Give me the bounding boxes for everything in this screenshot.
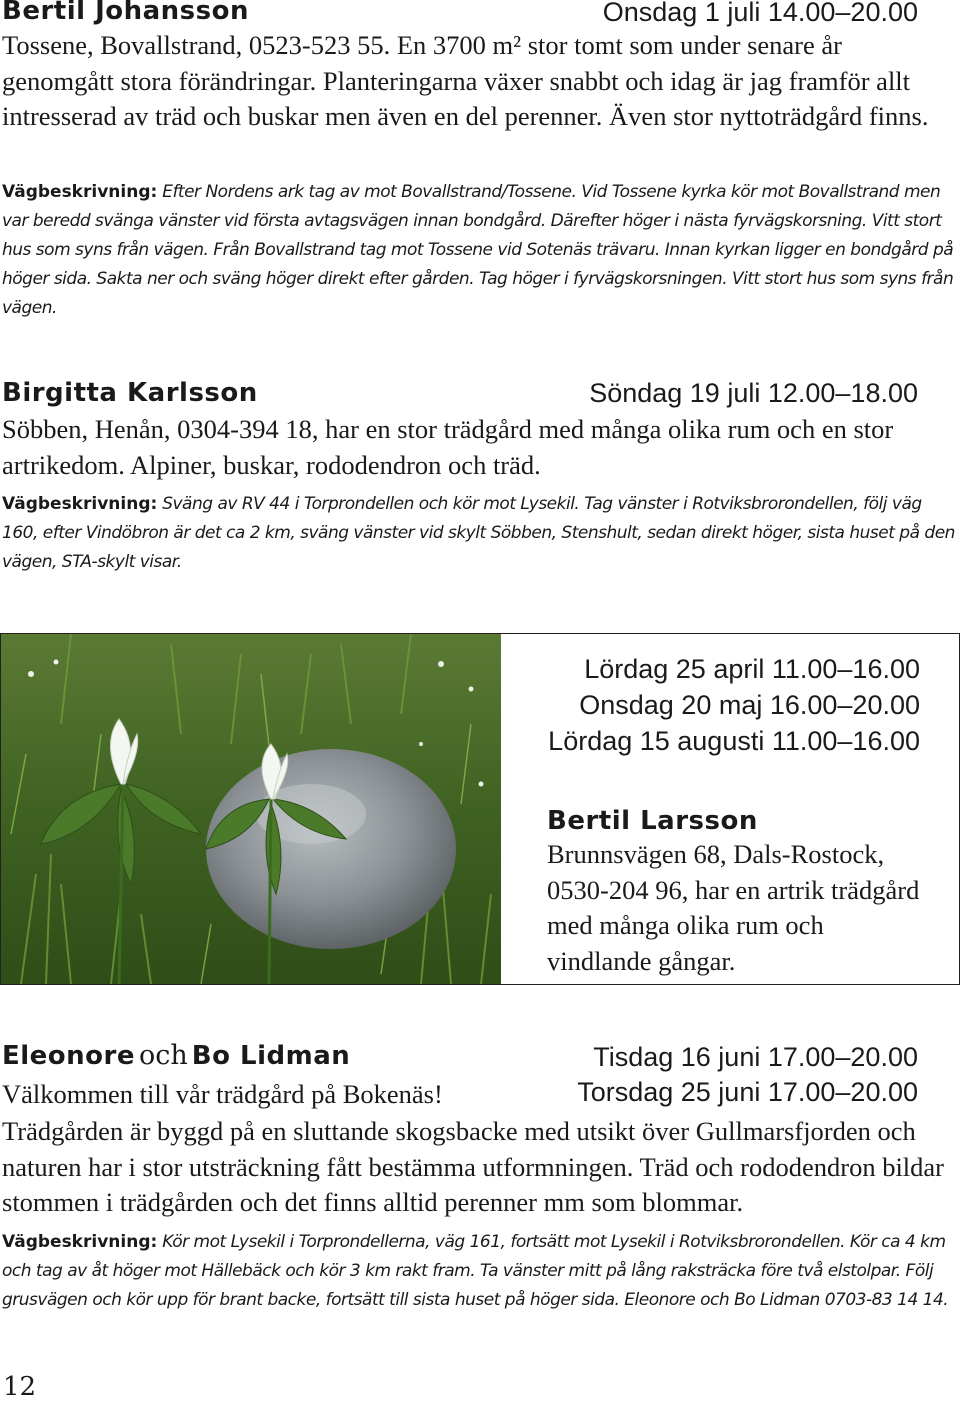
entry-date-birgitta-karlsson: Söndag 19 juli 12.00–18.00 — [589, 378, 918, 408]
feature-box — [0, 633, 960, 985]
directions-label: Vägbeskrivning: — [2, 1232, 158, 1252]
entry-date-bertil-johansson: Onsdag 1 juli 14.00–20.00 — [602, 0, 918, 27]
bertil-larsson-info — [547, 651, 927, 979]
entry-name-birgitta-karlsson: Birgitta Karlsson — [2, 378, 258, 408]
opening-dates — [547, 651, 920, 759]
directions-label: Vägbeskrivning: — [2, 182, 158, 202]
entry-name-bertil-johansson: Bertil Johansson — [2, 0, 250, 26]
name-eleonore: Eleonore — [2, 1041, 135, 1071]
directions-label: Vägbeskrivning: — [2, 494, 158, 514]
entry-description: Trädgården är byggd på en sluttande skogsbacke med utsikt över Gullmarsfjorden och naturen har i stor utsträckning fått bestämma utformningen. Träd och rododendron bildar stommen i trädgården och det finns alltid perenner mm som blommar. — [2, 1116, 945, 1217]
directions-text: Efter Nordens ark tag av mot Bovallstrand/Tossene. Vid Tossene kyrka kör mot Bovallstrand men var beredd svänga vänster vid första avtagsvägen innan bondgård. Därefter höger i nästa fyrvägskorsning. Vitt stort hus som syns från vägen. Från Bovallstrand tag mot Tossene vid Sotenäs trävaru. Innan kyrkan ligger en bondgård på höger sida. Sakta ner och sväng höger direkt efter gården. Tag höger i fyrvägskorsningen. Vitt stort hus som syns från vägen. — [2, 182, 954, 318]
directions-block — [2, 178, 957, 323]
opening-date: Lördag 15 augusti 11.00–16.00 — [548, 726, 920, 756]
page-number: 12 — [3, 1372, 37, 1402]
directions-block — [2, 1228, 957, 1315]
opening-date: Onsdag 20 maj 16.00–20.00 — [579, 690, 920, 720]
opening-date: Lördag 25 april 11.00–16.00 — [584, 654, 920, 684]
directions-text: Sväng av RV 44 i Torprondellen och kör mot Lysekil. Tag vänster i Rotviksbrorondellen, följ väg 160, efter Vindöbron är det ca 2 km, sväng vänster vid skylt Söbben, Stenshult, sedan direkt höger, sista huset på den vägen, STA-skylt visar. — [2, 494, 955, 572]
directions-text: Kör mot Lysekil i Torprondellerna, väg 161, fortsätt mot Lysekil i Rotviksbrorondellen. Kör ca 4 km och tag av åt höger mot Hällebäck och kör 3 km rakt fram. Ta vänster mitt på lång raksträcka före två elstolpar. Följ grusvägen och kör upp för brant backe, fortsätt till sista huset på höger sida. Eleonore och Bo Lidman 0703-83 14 14. — [2, 1232, 949, 1310]
directions-block — [2, 490, 957, 577]
trillium-photo — [1, 634, 501, 984]
entry-description: Tossene, Bovallstrand, 0523-523 55. En 3700 m² stor tomt som under senare år genomgått stora förändringar. Planteringarna växer snabbt och idag är jag framför allt intresserad av träd och buskar men även en del perenner. Även stor nyttoträdgård finns. — [2, 30, 929, 131]
entry-description: Brunnsvägen 68, Dals-Rostock, 0530-204 96, har en artrik trädgård med många olika rum och vindlande gångar. — [547, 839, 920, 976]
entry-description: Söbben, Henån, 0304-394 18, har en stor trädgård med många olika rum och en stor artrikedom. Alpiner, buskar, rododendron och träd. — [2, 414, 894, 480]
entry-name-bertil-larsson: Bertil Larsson — [547, 806, 758, 836]
welcome-text: Välkommen till vår trädgård på Bokenäs! — [2, 1079, 443, 1109]
entry-name-lidman — [2, 1040, 350, 1071]
entry-date-lidman-1: Tisdag 16 juni 17.00–20.00 — [593, 1042, 918, 1072]
name-connector: och — [139, 1040, 188, 1071]
name-bo-lidman: Bo Lidman — [191, 1041, 351, 1071]
entry-date-lidman-2: Torsdag 25 juni 17.00–20.00 — [577, 1077, 918, 1107]
